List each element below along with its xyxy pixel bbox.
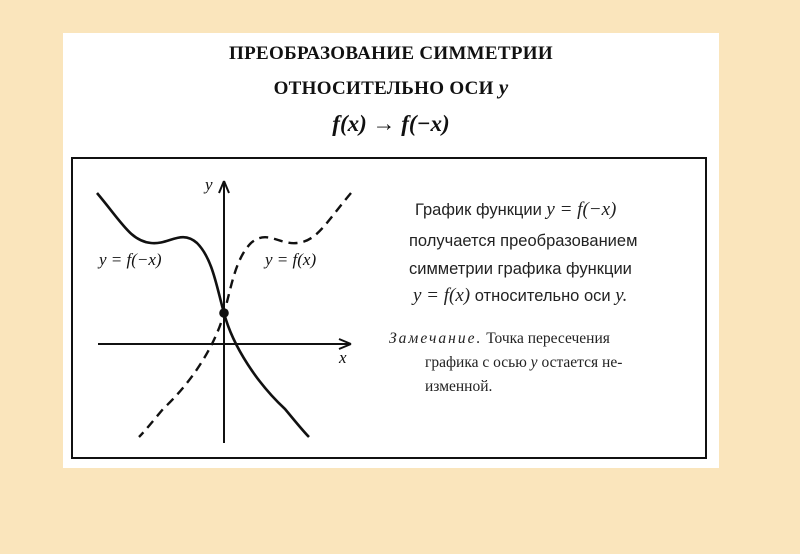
title-axis-letter: y xyxy=(498,75,509,99)
title-line-1: ПРЕОБРАЗОВАНИЕ СИММЕТРИИ xyxy=(229,43,553,64)
description-formula-reflected: y = f(−x) xyxy=(546,199,617,220)
description-line-4-text: относительно оси xyxy=(474,287,611,305)
description-line-1 xyxy=(415,199,616,221)
reflected-curve-label: y = f(−x) xyxy=(99,250,162,269)
note-line-2-suffix: остается не- xyxy=(541,354,623,371)
intersection-point xyxy=(219,308,229,318)
content-frame xyxy=(71,157,707,459)
description-line-3: симметрии графика функции xyxy=(409,260,632,278)
original-curve-label: y = f(x) xyxy=(265,250,317,269)
note-line-3: изменной. xyxy=(425,378,493,395)
note-line-2-prefix: графика с осью xyxy=(425,354,527,371)
note-axis-letter: y xyxy=(530,354,538,371)
y-axis-label: y xyxy=(205,175,213,194)
description-line-4 xyxy=(413,285,627,307)
title-line-2 xyxy=(63,75,719,100)
description-formula-original: y = f(x) xyxy=(413,285,471,306)
original-curve xyxy=(139,193,351,437)
reflected-curve xyxy=(97,193,309,437)
note-line-1 xyxy=(389,330,610,348)
title-formula: f(x) → f(−x) xyxy=(332,111,450,136)
x-axis-label: x xyxy=(339,348,347,367)
description-axis-letter: y. xyxy=(615,285,628,306)
note-line-1-text: Точка пересечения xyxy=(486,330,610,347)
slide xyxy=(63,33,719,468)
note-line-2 xyxy=(425,354,622,372)
note-heading: Замечание. xyxy=(389,330,483,347)
description-line-1-text: График функции xyxy=(415,201,542,219)
description-line-2: получается преобразованием xyxy=(409,232,638,250)
title-line-2-text: ОТНОСИТЕЛЬНО ОСИ xyxy=(273,78,494,99)
